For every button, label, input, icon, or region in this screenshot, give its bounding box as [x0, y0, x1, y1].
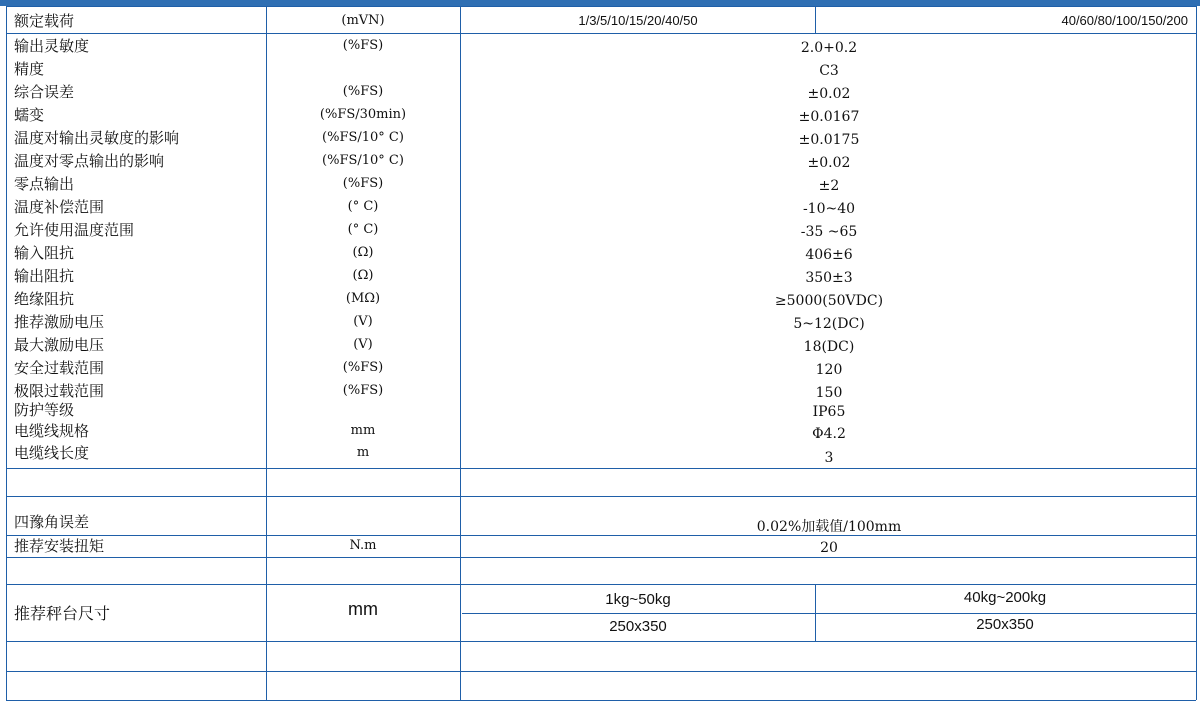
grid-line	[6, 6, 7, 700]
spec-label: 输出阻抗	[14, 267, 75, 285]
spec-value: IP65	[812, 403, 846, 420]
spec-label: 允许使用温度范围	[14, 221, 135, 239]
spec-value: 5~12(DC)	[793, 315, 865, 332]
corner-error-label: 四豫角误差	[14, 512, 90, 531]
spec-unit: (%FS/10° C)	[322, 130, 404, 145]
spec-label: 极限过载范围	[14, 382, 105, 400]
spec-unit: (Ω)	[352, 245, 374, 260]
spec-label: 推荐激励电压	[14, 313, 105, 331]
spec-value: Φ4.2	[812, 425, 846, 442]
spec-unit: (%FS)	[342, 360, 384, 375]
spec-label: 输出灵敏度	[14, 37, 90, 55]
platform-range-a: 1kg~50kg	[605, 590, 671, 608]
grid-line	[6, 671, 1196, 672]
spec-value: ±0.0167	[798, 108, 860, 125]
capacity-range-b: 40/60/80/100/150/200	[1061, 12, 1188, 28]
spec-value: ≥5000(50VDC)	[774, 292, 884, 309]
spec-unit: (%FS)	[342, 38, 384, 53]
grid-line	[6, 496, 1196, 497]
grid-line	[1196, 6, 1197, 700]
corner-error-value: 0.02%加载值/100mm	[756, 519, 902, 535]
spec-unit: (V)	[353, 314, 373, 329]
platform-size-label: 推荐秤台尺寸	[14, 606, 111, 623]
platform-range-b: 40kg~200kg	[963, 588, 1047, 606]
torque-value: 20	[820, 540, 838, 556]
grid-line	[266, 6, 267, 700]
spec-label: 电缆线规格	[14, 422, 90, 440]
platform-size-a: 250x350	[609, 617, 667, 635]
spec-value: -35 ~65	[800, 223, 858, 240]
spec-value: 2.0+0.2	[800, 39, 858, 56]
platform-size-unit: mm	[348, 598, 378, 619]
spec-value: 18(DC)	[803, 338, 855, 355]
torque-unit: N.m	[349, 537, 377, 553]
spec-label: 电缆线长度	[14, 444, 90, 462]
spec-unit: (%FS/10° C)	[322, 153, 404, 168]
spec-value: 3	[824, 449, 834, 466]
spec-value: 150	[815, 384, 843, 401]
spec-value: ±2	[818, 177, 840, 194]
rated-load-unit: (mVN)	[341, 12, 385, 28]
spec-value: 120	[815, 361, 843, 378]
spec-unit: (%FS/30min)	[319, 107, 407, 122]
spec-label: 绝缘阻抗	[14, 290, 75, 308]
torque-label: 推荐安装扭矩	[14, 536, 105, 555]
spec-label: 输入阻抗	[14, 244, 75, 262]
spec-unit: (%FS)	[342, 84, 384, 99]
spec-unit: (MΩ)	[345, 291, 381, 306]
spec-unit: m	[356, 445, 370, 460]
spec-value: C3	[819, 62, 839, 79]
spec-label: 温度对零点输出的影响	[14, 152, 165, 170]
spec-value: -10~40	[802, 200, 856, 217]
capacity-range-a: 1/3/5/10/15/20/40/50	[578, 12, 698, 28]
spec-label: 安全过载范围	[14, 359, 105, 377]
spec-unit: (%FS)	[342, 176, 384, 191]
spec-unit: (V)	[353, 337, 373, 352]
grid-line	[6, 6, 1196, 7]
spec-label: 综合误差	[14, 83, 75, 101]
grid-line	[460, 6, 461, 700]
grid-line	[6, 641, 1196, 642]
spec-label: 温度对输出灵敏度的影响	[14, 129, 180, 147]
spec-value: ±0.0175	[798, 131, 860, 148]
spec-label: 零点输出	[14, 175, 75, 193]
spec-unit	[268, 398, 458, 421]
grid-line	[6, 700, 1196, 701]
platform-size-b: 250x350	[976, 615, 1034, 633]
spec-unit: mm	[350, 423, 376, 438]
spec-value: 350±3	[805, 269, 853, 286]
spec-unit: (%FS)	[342, 383, 384, 398]
spec-label: 蠕变	[14, 106, 45, 124]
rated-load-label: 额定载荷	[14, 11, 75, 30]
spec-label: 温度补偿范围	[14, 198, 105, 216]
spec-label: 防护等级	[14, 401, 75, 419]
spec-value: ±0.02	[807, 154, 851, 171]
spec-label: 最大激励电压	[14, 336, 105, 354]
spec-value: ±0.02	[807, 85, 851, 102]
spec-unit: (° C)	[347, 222, 379, 237]
spec-value: 406±6	[805, 246, 853, 263]
spec-unit	[268, 57, 458, 80]
spec-unit: (Ω)	[352, 268, 374, 283]
spec-label: 精度	[14, 60, 45, 78]
spec-unit: (° C)	[347, 199, 379, 214]
